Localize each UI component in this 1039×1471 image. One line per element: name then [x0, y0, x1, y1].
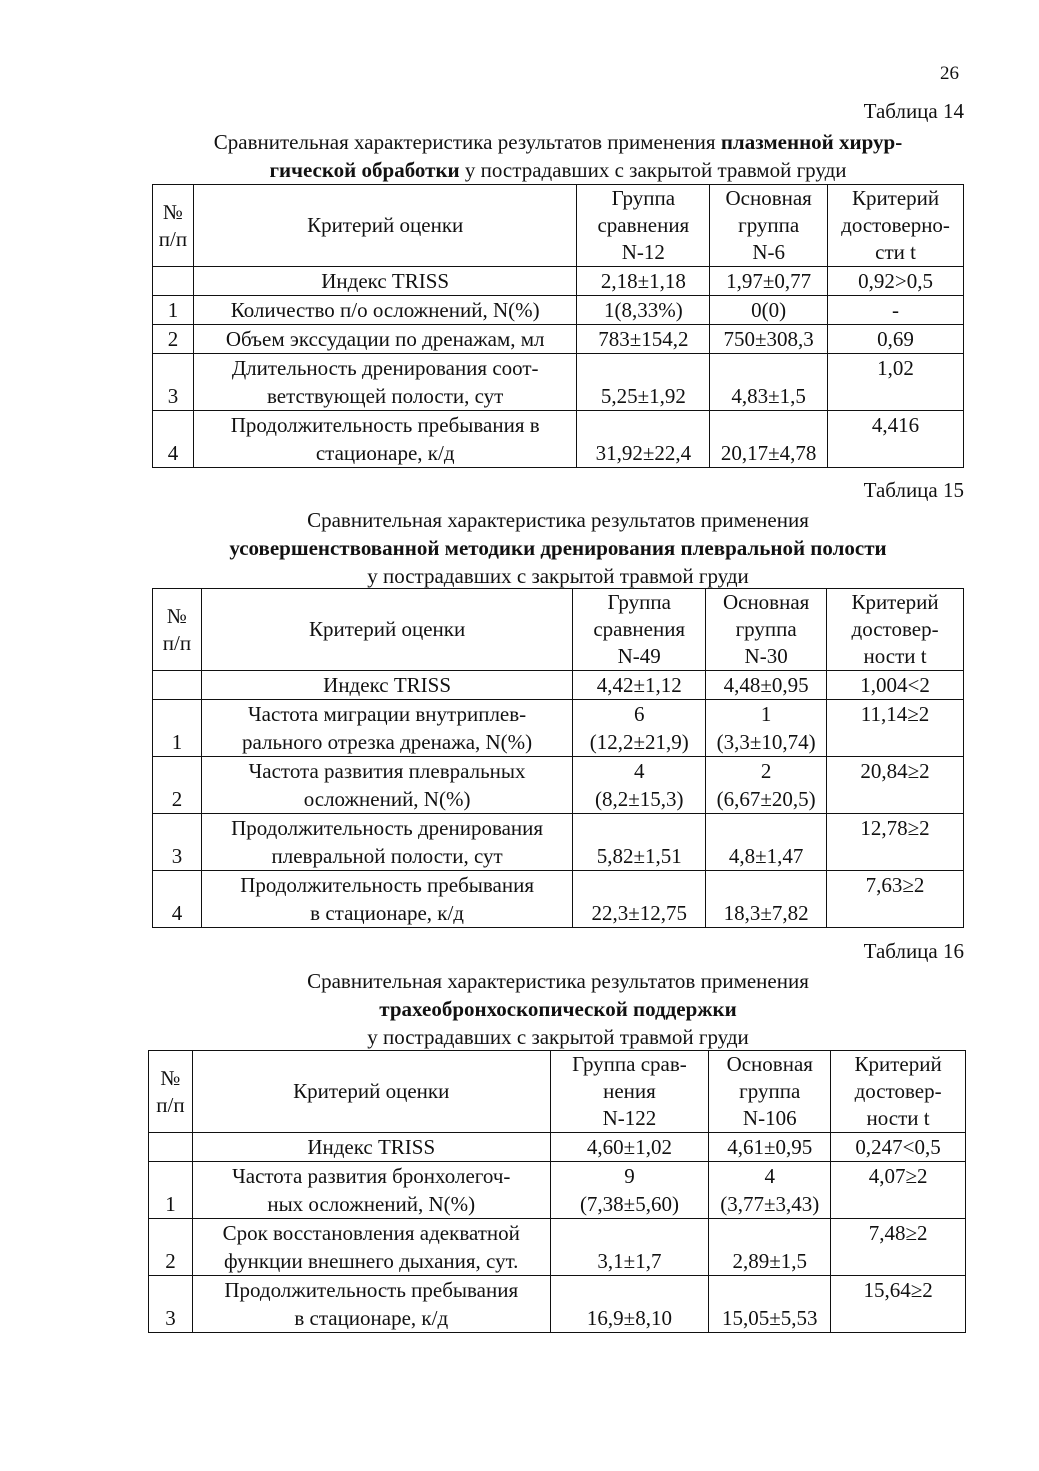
table-row: [149, 1219, 966, 1276]
header-criterion: Критерий оценки: [193, 185, 577, 267]
cell-comparison: 16,9±8,10: [550, 1276, 709, 1333]
caption-text: Сравнительная характеристика результатов применения: [307, 508, 809, 532]
cell-comparison: 3,1±1,7: [550, 1219, 709, 1276]
header-significance: Критерий достовер- ности t: [831, 1051, 966, 1133]
cell-num: 2: [149, 1219, 193, 1276]
caption-bold: усовершенствованной методики дренирования плевральной полости: [229, 536, 887, 560]
table-header-row: [149, 1051, 966, 1133]
cell-criterion: Количество п/о осложнений, N(%): [193, 296, 577, 325]
cell-main: 1,97±0,77: [710, 267, 828, 296]
cell-comparison: 5,25±1,92: [577, 354, 710, 411]
cell-num: 1: [149, 1162, 193, 1219]
cell-t: 0,69: [828, 325, 964, 354]
header-num: № п/п: [153, 185, 194, 267]
cell-num: 1: [153, 296, 194, 325]
cell-criterion: Продолжительность пребывания в стационаре, к/д: [201, 871, 572, 928]
cell-comparison: 2,18±1,18: [577, 267, 710, 296]
table-row: [153, 700, 964, 757]
caption-bold: гической обработки: [269, 158, 460, 182]
cell-num: [149, 1133, 193, 1162]
cell-t: 20,84≥2: [827, 757, 964, 814]
table-14-label: Таблица 14: [863, 99, 964, 123]
cell-comparison: 5,82±1,51: [573, 814, 706, 871]
header-criterion: Критерий оценки: [201, 589, 572, 671]
cell-criterion: Индекс TRISS: [201, 671, 572, 700]
cell-t: 1,02: [828, 354, 964, 411]
cell-main: 750±308,3: [710, 325, 828, 354]
table-row: [153, 296, 964, 325]
table-row: [149, 1162, 966, 1219]
cell-t: 0,92>0,5: [828, 267, 964, 296]
cell-main: 4,61±0,95: [709, 1133, 831, 1162]
cell-criterion: Объем экссудации по дренажам, мл: [193, 325, 577, 354]
table-row: [153, 814, 964, 871]
cell-criterion: Срок восстановления адекватной функции внешнего дыхания, сут.: [192, 1219, 550, 1276]
caption-text: у пострадавших с закрытой травмой груди: [459, 158, 847, 182]
cell-num: 3: [153, 814, 202, 871]
cell-comparison: 9 (7,38±5,60): [550, 1162, 709, 1219]
cell-t: 4,07≥2: [831, 1162, 966, 1219]
cell-num: [153, 671, 202, 700]
cell-t: 0,247<0,5: [831, 1133, 966, 1162]
table-15-label: Таблица 15: [863, 478, 964, 502]
cell-comparison: 4 (8,2±15,3): [573, 757, 706, 814]
cell-num: 4: [153, 411, 194, 468]
header-criterion: Критерий оценки: [192, 1051, 550, 1133]
cell-criterion: Индекс TRISS: [192, 1133, 550, 1162]
caption-text: Сравнительная характеристика результатов применения: [213, 130, 721, 154]
table-15: [152, 588, 964, 928]
cell-comparison: 6 (12,2±21,9): [573, 700, 706, 757]
cell-main: 2,89±1,5: [709, 1219, 831, 1276]
cell-num: 2: [153, 757, 202, 814]
cell-num: 4: [153, 871, 202, 928]
cell-main: 1 (3,3±10,74): [706, 700, 827, 757]
cell-t: 7,48≥2: [831, 1219, 966, 1276]
table-row-triss: [149, 1133, 966, 1162]
table-row-triss: [153, 267, 964, 296]
header-main: Основная группа N-30: [706, 589, 827, 671]
caption-text: Сравнительная характеристика результатов применения: [307, 969, 809, 993]
cell-main: 4,83±1,5: [710, 354, 828, 411]
cell-comparison: 4,60±1,02: [550, 1133, 709, 1162]
table-14-caption: [150, 128, 966, 184]
table-row: [153, 411, 964, 468]
cell-main: 15,05±5,53: [709, 1276, 831, 1333]
table-15-caption: [150, 506, 966, 590]
cell-num: [153, 267, 194, 296]
table-14: [152, 184, 964, 468]
cell-t: -: [828, 296, 964, 325]
cell-main: 4,8±1,47: [706, 814, 827, 871]
cell-main: 20,17±4,78: [710, 411, 828, 468]
table-16-label: Таблица 16: [863, 939, 964, 963]
table-header-row: [153, 185, 964, 267]
page-number: 26: [940, 63, 959, 84]
cell-main: 4,48±0,95: [706, 671, 827, 700]
header-comparison: Группа сравнения N-49: [573, 589, 706, 671]
cell-num: 2: [153, 325, 194, 354]
table-row-triss: [153, 671, 964, 700]
cell-t: 7,63≥2: [827, 871, 964, 928]
table-row: [153, 354, 964, 411]
cell-num: 1: [153, 700, 202, 757]
header-main: Основная группа N-6: [710, 185, 828, 267]
table-row: [153, 757, 964, 814]
cell-criterion: Продолжительность дренирования плевральной полости, сут: [201, 814, 572, 871]
cell-comparison: 22,3±12,75: [573, 871, 706, 928]
cell-criterion: Частота развития бронхолегоч- ных осложнений, N(%): [192, 1162, 550, 1219]
cell-t: 1,004<2: [827, 671, 964, 700]
cell-criterion: Длительность дренирования соот- ветствующей полости, сут: [193, 354, 577, 411]
table-header-row: [153, 589, 964, 671]
cell-criterion: Частота миграции внутриплев- рального отрезка дренажа, N(%): [201, 700, 572, 757]
cell-main: 18,3±7,82: [706, 871, 827, 928]
cell-main: 2 (6,67±20,5): [706, 757, 827, 814]
caption-bold: трахеобронхоскопической поддержки: [379, 997, 737, 1021]
caption-text: у пострадавших с закрытой травмой груди: [367, 1025, 749, 1049]
header-num: № п/п: [149, 1051, 193, 1133]
header-main: Основная группа N-106: [709, 1051, 831, 1133]
header-num: № п/п: [153, 589, 202, 671]
cell-num: 3: [149, 1276, 193, 1333]
header-comparison: Группа сравнения N-12: [577, 185, 710, 267]
cell-comparison: 1(8,33%): [577, 296, 710, 325]
cell-t: 15,64≥2: [831, 1276, 966, 1333]
cell-t: 12,78≥2: [827, 814, 964, 871]
cell-criterion: Частота развития плевральных осложнений, N(%): [201, 757, 572, 814]
cell-criterion: Продолжительность пребывания в стационаре, к/д: [192, 1276, 550, 1333]
cell-criterion: Продолжительность пребывания в стационаре, к/д: [193, 411, 577, 468]
cell-comparison: 31,92±22,4: [577, 411, 710, 468]
table-row: [153, 325, 964, 354]
cell-comparison: 4,42±1,12: [573, 671, 706, 700]
cell-t: 4,416: [828, 411, 964, 468]
table-16-caption: [150, 967, 966, 1051]
cell-criterion: Индекс TRISS: [193, 267, 577, 296]
table-row: [153, 871, 964, 928]
cell-comparison: 783±154,2: [577, 325, 710, 354]
cell-t: 11,14≥2: [827, 700, 964, 757]
header-comparison: Группа срав- нения N-122: [550, 1051, 709, 1133]
table-row: [149, 1276, 966, 1333]
table-16: [148, 1050, 966, 1333]
caption-bold: плазменной хирур-: [720, 130, 903, 154]
caption-text: у пострадавших с закрытой травмой груди: [367, 564, 749, 588]
cell-main: 4 (3,77±3,43): [709, 1162, 831, 1219]
header-significance: Критерий достоверно- сти t: [828, 185, 964, 267]
cell-main: 0(0): [710, 296, 828, 325]
header-significance: Критерий достовер- ности t: [827, 589, 964, 671]
cell-num: 3: [153, 354, 194, 411]
